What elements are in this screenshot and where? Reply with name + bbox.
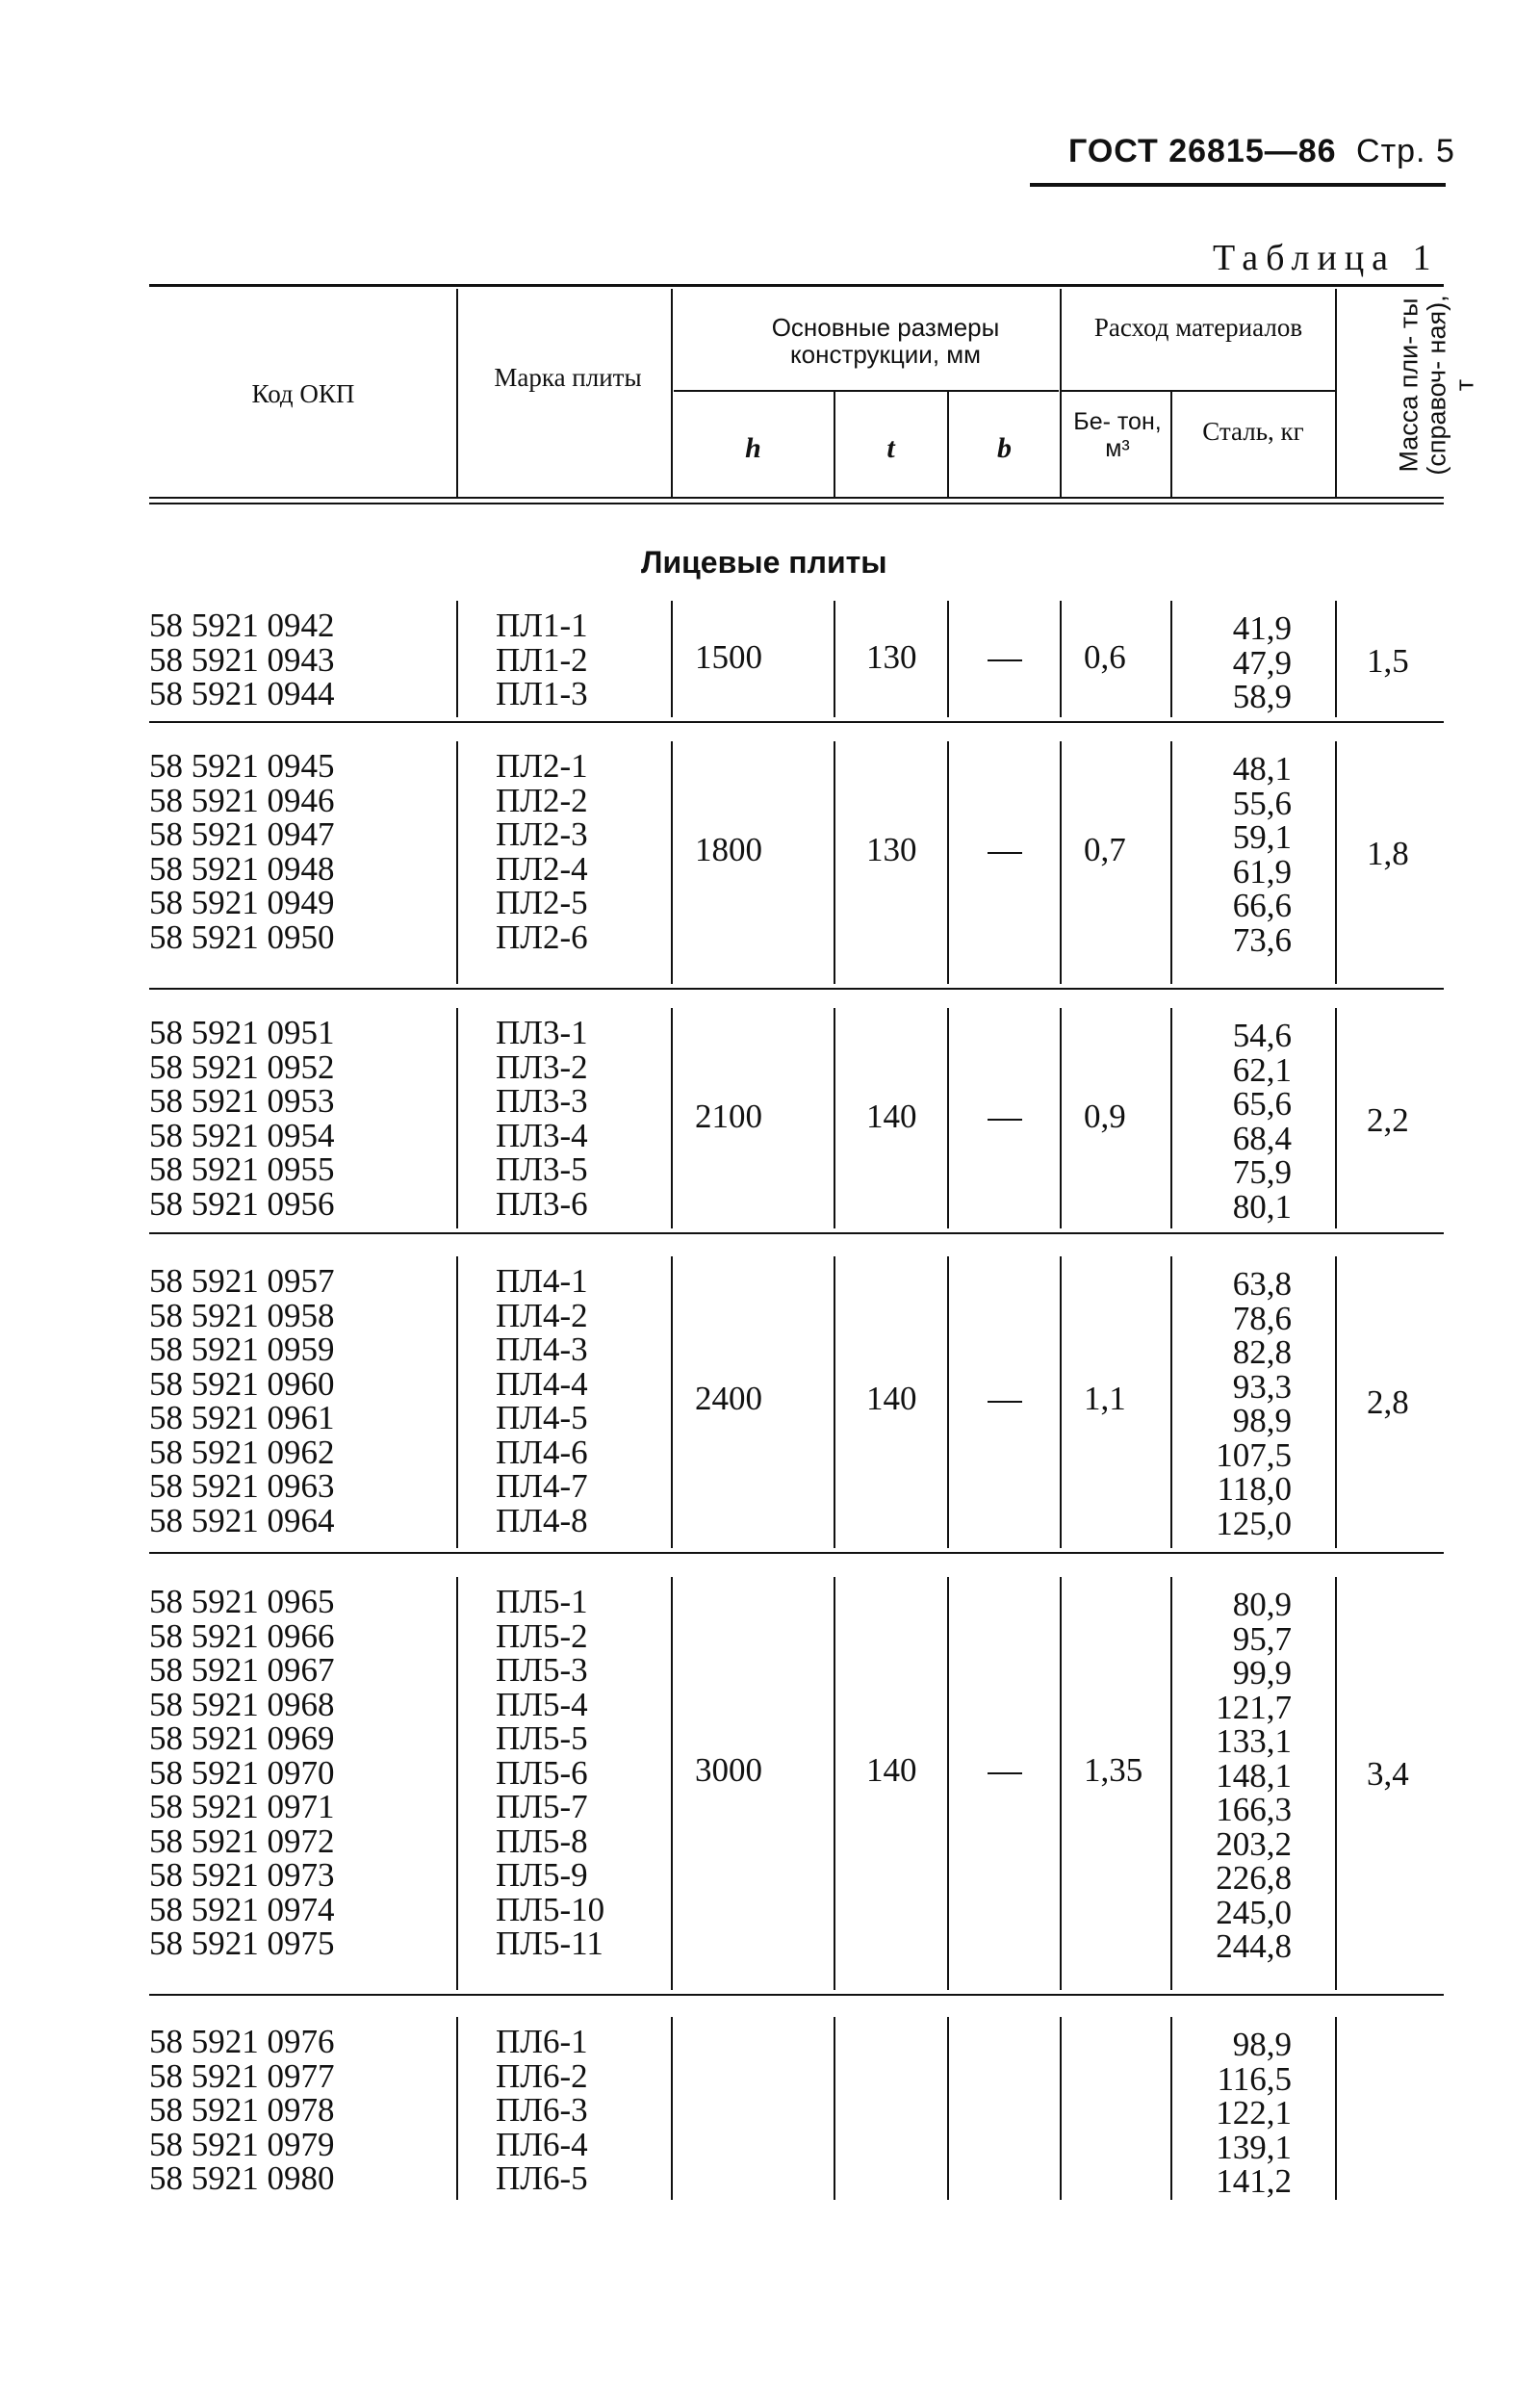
steel-value: 55,6 (1232, 784, 1292, 822)
header-main-dims: Основные размеры конструкции, мм (771, 313, 1000, 369)
steel-value: 59,1 (1232, 818, 1292, 856)
mass-value: 1,5 (1367, 642, 1409, 681)
steel-value: 80,9 (1232, 1586, 1292, 1623)
steel-value: 62,1 (1232, 1050, 1292, 1089)
row-divider-4 (947, 1256, 949, 1548)
okp-code: 58 5921 0973 (149, 1856, 335, 1894)
steel-value: 121,7 (1216, 1688, 1292, 1726)
steel-value: 82,8 (1232, 1333, 1292, 1371)
row-divider-7 (1335, 1008, 1337, 1228)
plate-mark: ПЛ5-9 (496, 1856, 588, 1894)
steel-value: 99,9 (1232, 1654, 1292, 1692)
header-divider-2 (671, 289, 673, 497)
row-divider-7 (1335, 601, 1337, 717)
steel-value: 63,8 (1232, 1265, 1292, 1303)
row-divider-4 (947, 2017, 949, 2200)
steel-value: 78,6 (1232, 1299, 1292, 1337)
plate-mark: ПЛ1-1 (496, 607, 588, 644)
mark-list (496, 1264, 588, 1537)
row-divider-1 (456, 2017, 458, 2200)
okp-code: 58 5921 0948 (149, 849, 335, 888)
plate-mark: ПЛ5-8 (496, 1822, 588, 1860)
concrete-value: 0,9 (1084, 1097, 1126, 1135)
steel-value: 245,0 (1216, 1893, 1292, 1931)
header-subrule-consumption (1062, 390, 1335, 392)
okp-code: 58 5921 0951 (149, 1014, 335, 1051)
steel-value: 48,1 (1232, 750, 1292, 788)
row-divider-5 (1060, 741, 1062, 984)
plate-mark: ПЛ5-5 (496, 1719, 588, 1757)
concrete-value: 1,1 (1084, 1380, 1126, 1417)
okp-code: 58 5921 0974 (149, 1890, 335, 1928)
steel-list (1213, 1019, 1292, 1224)
steel-value: 41,9 (1232, 609, 1292, 647)
steel-value: 107,5 (1216, 1435, 1292, 1474)
steel-value: 133,1 (1216, 1722, 1292, 1760)
row-divider-7 (1335, 1577, 1337, 1990)
steel-value: 68,4 (1232, 1119, 1292, 1157)
steel-value: 73,6 (1232, 920, 1292, 959)
plate-mark: ПЛ2-4 (496, 849, 588, 888)
group-separator (149, 1232, 1444, 1234)
steel-value: 58,9 (1232, 678, 1292, 715)
mark-list (496, 608, 588, 711)
row-divider-6 (1170, 741, 1172, 984)
plate-mark: ПЛ5-6 (496, 1753, 588, 1792)
steel-value: 47,9 (1232, 643, 1292, 682)
plate-mark: ПЛ6-5 (496, 2159, 588, 2197)
gost-number: ГОСТ 26815—86 (1068, 133, 1337, 169)
okp-code: 58 5921 0947 (149, 815, 335, 853)
okp-code: 58 5921 0971 (149, 1788, 335, 1825)
row-divider-5 (1060, 601, 1062, 717)
row-divider-6 (1170, 1256, 1172, 1548)
steel-value: 122,1 (1216, 2094, 1292, 2132)
header-steel: Сталь, кг (1202, 417, 1304, 446)
b-value-dash (988, 1401, 1022, 1403)
row-divider-3 (834, 2017, 835, 2200)
row-divider-5 (1060, 1256, 1062, 1548)
header-subrule-dims (674, 390, 1059, 392)
row-divider-4 (947, 1008, 949, 1228)
row-divider-6 (1170, 2017, 1172, 2200)
plate-mark: ПЛ3-2 (496, 1047, 588, 1086)
plate-mark: ПЛ3-3 (496, 1082, 588, 1120)
mass-value: 3,4 (1367, 1755, 1409, 1794)
plate-mark: ПЛ6-1 (496, 2023, 588, 2060)
steel-value: 61,9 (1232, 852, 1292, 891)
steel-list (1213, 1588, 1292, 1964)
row-divider-1 (456, 1256, 458, 1548)
row-divider-2 (671, 1577, 673, 1990)
row-divider-5 (1060, 2017, 1062, 2200)
okp-code: 58 5921 0959 (149, 1331, 335, 1368)
mark-list (496, 1016, 588, 1221)
plate-mark: ПЛ5-11 (496, 1925, 603, 1962)
okp-code: 58 5921 0945 (149, 747, 335, 785)
okp-code: 58 5921 0979 (149, 2125, 335, 2163)
b-value-dash (988, 1119, 1022, 1121)
steel-value: 166,3 (1216, 1791, 1292, 1828)
document-header (1068, 133, 1455, 170)
plate-mark: ПЛ3-1 (496, 1014, 588, 1051)
group-separator (149, 1552, 1444, 1554)
steel-value: 139,1 (1216, 2128, 1292, 2166)
table-caption: Таблица 1 (1213, 238, 1439, 278)
h-value: 1500 (695, 638, 762, 677)
steel-value: 116,5 (1217, 2059, 1292, 2098)
plate-mark: ПЛ2-5 (496, 884, 588, 921)
header-concrete: Бе- тон, м³ (1073, 408, 1162, 462)
plate-mark: ПЛ4-8 (496, 1501, 588, 1539)
plate-mark: ПЛ4-3 (496, 1331, 588, 1368)
plate-mark: ПЛ6-4 (496, 2125, 588, 2163)
row-divider-5 (1060, 1008, 1062, 1228)
table-top-rule (149, 284, 1444, 287)
header-divider-3 (834, 392, 835, 497)
header-rule (1030, 183, 1446, 187)
steel-value: 141,2 (1216, 2162, 1292, 2200)
row-divider-2 (671, 1008, 673, 1228)
row-divider-1 (456, 1008, 458, 1228)
header-t: t (886, 432, 895, 464)
okp-code: 58 5921 0967 (149, 1651, 335, 1689)
t-value: 140 (866, 1097, 917, 1135)
mass-value: 1,8 (1367, 834, 1409, 872)
row-divider-4 (947, 741, 949, 984)
okp-code: 58 5921 0965 (149, 1583, 335, 1620)
t-value: 130 (866, 830, 917, 868)
plate-mark: ПЛ3-6 (496, 1184, 588, 1223)
row-divider-6 (1170, 1008, 1172, 1228)
plate-mark: ПЛ2-3 (496, 815, 588, 853)
row-divider-3 (834, 1008, 835, 1228)
mark-list (496, 2025, 588, 2196)
mark-list (496, 749, 588, 954)
steel-list (1213, 2028, 1292, 2199)
okp-code: 58 5921 0966 (149, 1616, 335, 1655)
concrete-value: 0,7 (1084, 830, 1126, 868)
code-list (149, 608, 335, 711)
plate-mark: ПЛ2-2 (496, 781, 588, 819)
steel-value: 226,8 (1216, 1859, 1292, 1897)
row-divider-4 (947, 1577, 949, 1990)
steel-value: 54,6 (1232, 1017, 1292, 1054)
group-separator (149, 721, 1444, 723)
steel-value: 95,7 (1232, 1619, 1292, 1658)
t-value: 130 (866, 638, 917, 677)
plate-mark: ПЛ5-3 (496, 1651, 588, 1689)
concrete-value: 0,6 (1084, 638, 1126, 677)
row-divider-6 (1170, 1577, 1172, 1990)
okp-code: 58 5921 0953 (149, 1082, 335, 1120)
header-consumption: Расход материалов (1093, 313, 1303, 342)
b-value-dash (988, 1772, 1022, 1774)
row-divider-1 (456, 1577, 458, 1990)
steel-value: 75,9 (1232, 1153, 1292, 1191)
b-value-dash (988, 852, 1022, 854)
row-divider-3 (834, 741, 835, 984)
okp-code: 58 5921 0968 (149, 1685, 335, 1723)
okp-code: 58 5921 0961 (149, 1399, 335, 1436)
plate-mark: ПЛ4-5 (496, 1399, 588, 1436)
header-bottom-rule-2 (149, 503, 1444, 504)
steel-value: 118,0 (1217, 1470, 1292, 1508)
plate-mark: ПЛ1-3 (496, 675, 588, 712)
plate-mark: ПЛ4-4 (496, 1364, 588, 1403)
okp-code: 58 5921 0950 (149, 917, 335, 956)
plate-mark: ПЛ2-6 (496, 917, 588, 956)
steel-value: 66,6 (1232, 887, 1292, 924)
section-title: Лицевые плиты (641, 545, 887, 580)
header-b: b (997, 432, 1012, 464)
okp-code: 58 5921 0954 (149, 1116, 335, 1154)
row-divider-6 (1170, 601, 1172, 717)
row-divider-7 (1335, 1256, 1337, 1548)
h-value: 2400 (695, 1380, 762, 1417)
code-list (149, 1016, 335, 1221)
okp-code: 58 5921 0942 (149, 607, 335, 644)
header-mark: Марка плиты (494, 363, 642, 392)
okp-code: 58 5921 0955 (149, 1150, 335, 1188)
row-divider-1 (456, 741, 458, 984)
plate-mark: ПЛ6-3 (496, 2091, 588, 2129)
header-divider-6 (1170, 392, 1172, 497)
header-h: h (745, 432, 761, 464)
steel-value: 148,1 (1216, 1756, 1292, 1795)
row-divider-3 (834, 1577, 835, 1990)
steel-value: 203,2 (1216, 1824, 1292, 1863)
mark-list (496, 1585, 604, 1961)
okp-code: 58 5921 0963 (149, 1467, 335, 1505)
okp-code: 58 5921 0970 (149, 1753, 335, 1792)
okp-code: 58 5921 0957 (149, 1262, 335, 1300)
okp-code: 58 5921 0972 (149, 1822, 335, 1860)
header-divider-5 (1060, 289, 1062, 497)
okp-code: 58 5921 0949 (149, 884, 335, 921)
steel-list (1213, 611, 1292, 714)
row-divider-7 (1335, 741, 1337, 984)
row-divider-3 (834, 601, 835, 717)
group-separator (149, 988, 1444, 990)
header-divider-1 (456, 289, 458, 497)
page-number: Стр. 5 (1356, 133, 1455, 169)
plate-mark: ПЛ5-4 (496, 1685, 588, 1723)
okp-code: 58 5921 0978 (149, 2091, 335, 2129)
plate-mark: ПЛ3-4 (496, 1116, 588, 1154)
header-bottom-rule (149, 497, 1444, 499)
plate-mark: ПЛ2-1 (496, 747, 588, 785)
steel-value: 65,6 (1232, 1085, 1292, 1123)
okp-code: 58 5921 0943 (149, 640, 335, 679)
plate-mark: ПЛ6-2 (496, 2056, 588, 2095)
group-separator (149, 1994, 1444, 1996)
okp-code: 58 5921 0960 (149, 1364, 335, 1403)
mass-value: 2,2 (1367, 1100, 1409, 1139)
code-list (149, 749, 335, 954)
okp-code: 58 5921 0969 (149, 1719, 335, 1757)
plate-mark: ПЛ5-1 (496, 1583, 588, 1620)
okp-code: 58 5921 0976 (149, 2023, 335, 2060)
code-list (149, 2025, 335, 2196)
h-value: 2100 (695, 1097, 762, 1135)
steel-value: 125,0 (1216, 1504, 1292, 1542)
plate-mark: ПЛ5-7 (496, 1788, 588, 1825)
okp-code: 58 5921 0952 (149, 1047, 335, 1086)
okp-code: 58 5921 0946 (149, 781, 335, 819)
row-divider-5 (1060, 1577, 1062, 1990)
header-code: Код ОКП (251, 379, 355, 408)
plate-mark: ПЛ5-2 (496, 1616, 588, 1655)
plate-mark: ПЛ4-1 (496, 1262, 588, 1300)
plate-mark: ПЛ3-5 (496, 1150, 588, 1188)
row-divider-2 (671, 1256, 673, 1548)
steel-value: 80,1 (1232, 1187, 1292, 1226)
steel-value: 93,3 (1232, 1367, 1292, 1406)
header-divider-7 (1335, 289, 1337, 497)
okp-code: 58 5921 0975 (149, 1925, 335, 1962)
okp-code: 58 5921 0962 (149, 1433, 335, 1471)
plate-mark: ПЛ4-2 (496, 1296, 588, 1334)
okp-code: 58 5921 0958 (149, 1296, 335, 1334)
row-divider-2 (671, 601, 673, 717)
steel-value: 98,9 (1232, 2026, 1292, 2063)
row-divider-2 (671, 2017, 673, 2200)
concrete-value: 1,35 (1084, 1751, 1143, 1790)
steel-value: 98,9 (1232, 1402, 1292, 1439)
okp-code: 58 5921 0956 (149, 1184, 335, 1223)
code-list (149, 1585, 335, 1961)
b-value-dash (988, 659, 1022, 661)
plate-mark: ПЛ5-10 (496, 1890, 605, 1928)
row-divider-2 (671, 741, 673, 984)
row-divider-3 (834, 1256, 835, 1548)
steel-value: 244,8 (1216, 1927, 1292, 1965)
row-divider-7 (1335, 2017, 1337, 2200)
plate-mark: ПЛ4-6 (496, 1433, 588, 1471)
header-mass: Масса пли- ты (справоч- ная), т (1394, 295, 1479, 476)
steel-list (1213, 1267, 1292, 1540)
t-value: 140 (866, 1751, 917, 1790)
okp-code: 58 5921 0977 (149, 2056, 335, 2095)
code-list (149, 1264, 335, 1537)
row-divider-1 (456, 601, 458, 717)
steel-list (1213, 752, 1292, 957)
okp-code: 58 5921 0964 (149, 1501, 335, 1539)
t-value: 140 (866, 1380, 917, 1417)
mass-value: 2,8 (1367, 1383, 1409, 1421)
okp-code: 58 5921 0944 (149, 675, 335, 712)
row-divider-4 (947, 601, 949, 717)
header-divider-4 (947, 392, 949, 497)
okp-code: 58 5921 0980 (149, 2159, 335, 2197)
plate-mark: ПЛ4-7 (496, 1467, 588, 1505)
h-value: 3000 (695, 1751, 762, 1790)
plate-mark: ПЛ1-2 (496, 640, 588, 679)
h-value: 1800 (695, 830, 762, 868)
header-mass-cell (1336, 289, 1538, 481)
